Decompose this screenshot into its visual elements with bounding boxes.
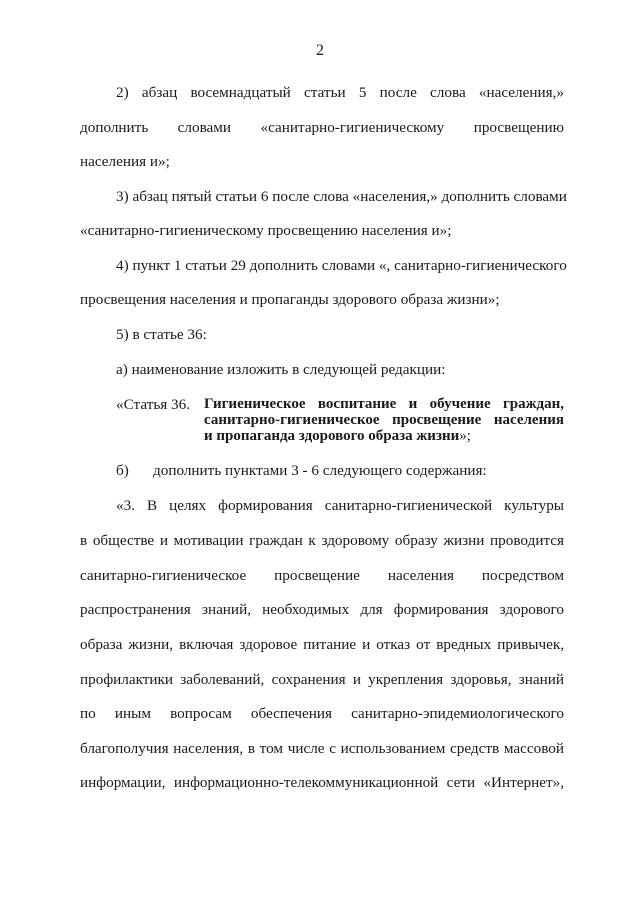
article-heading-line-3-text: и пропаганда здорового образа жизни [204,428,460,444]
paragraph-2-line-1: 2) абзац восемнадцатый статьи 5 после слова «населения,» [116,84,564,101]
article-heading-closing-quote: »; [459,428,471,444]
item-b-text: дополнить пунктами 3 - 6 следующего содержания: [153,462,487,479]
paragraph-4-line-1: 4) пункт 1 статьи 29 дополнить словами «, санитарно-гигиенического [116,257,567,274]
page-number: 2 [316,42,324,59]
paragraph-2-line-2: дополнить словами «санитарно-гигиеническому просвещению [80,119,564,136]
item-b-label: б) [116,462,129,479]
paragraph-3-line-1: 3) абзац пятый статьи 6 после слова «населения,» дополнить словами [116,188,567,205]
paragraph-4-line-2: просвещения населения и пропаганды здорового образа жизни»; [80,291,500,308]
clause-3-line-6: профилактики заболеваний, сохранения и укрепления здоровья, знаний [80,671,564,688]
paragraph-2-line-3: населения и»; [80,153,170,170]
clause-3-line-5: образа жизни, включая здоровое питание и отказ от вредных привычек, [80,636,564,653]
paragraph-3-line-2: «санитарно-гигиеническому просвещению населения и»; [80,222,452,239]
clause-3-line-2: в обществе и мотивации граждан к здоровому образу жизни проводится [80,532,564,549]
clause-3-line-1: «3. В целях формирования санитарно-гигиенической культуры [116,497,564,514]
paragraph-a: а) наименование изложить в следующей редакции: [116,361,446,378]
article-heading-line-2: санитарно-гигиеническое просвещение населения [204,412,564,428]
clause-3-line-9: информации, информационно-телекоммуникационной сети «Интернет», [80,774,564,791]
paragraph-5: 5) в статье 36: [116,326,207,343]
clause-3-line-8: благополучия населения, в том числе с использованием средств массовой [80,740,564,757]
article-heading-line-1: Гигиеническое воспитание и обучение граждан, [204,396,564,412]
clause-3-line-7: по иным вопросам обеспечения санитарно-эпидемиологического [80,705,564,722]
clause-3-line-3: санитарно-гигиеническое просвещение населения посредством [80,567,564,584]
article-heading-line-3 [204,428,564,444]
clause-3-line-4: распространения знаний, необходимых для формирования здорового [80,601,564,618]
article-heading-label: «Статья 36. [116,396,191,413]
